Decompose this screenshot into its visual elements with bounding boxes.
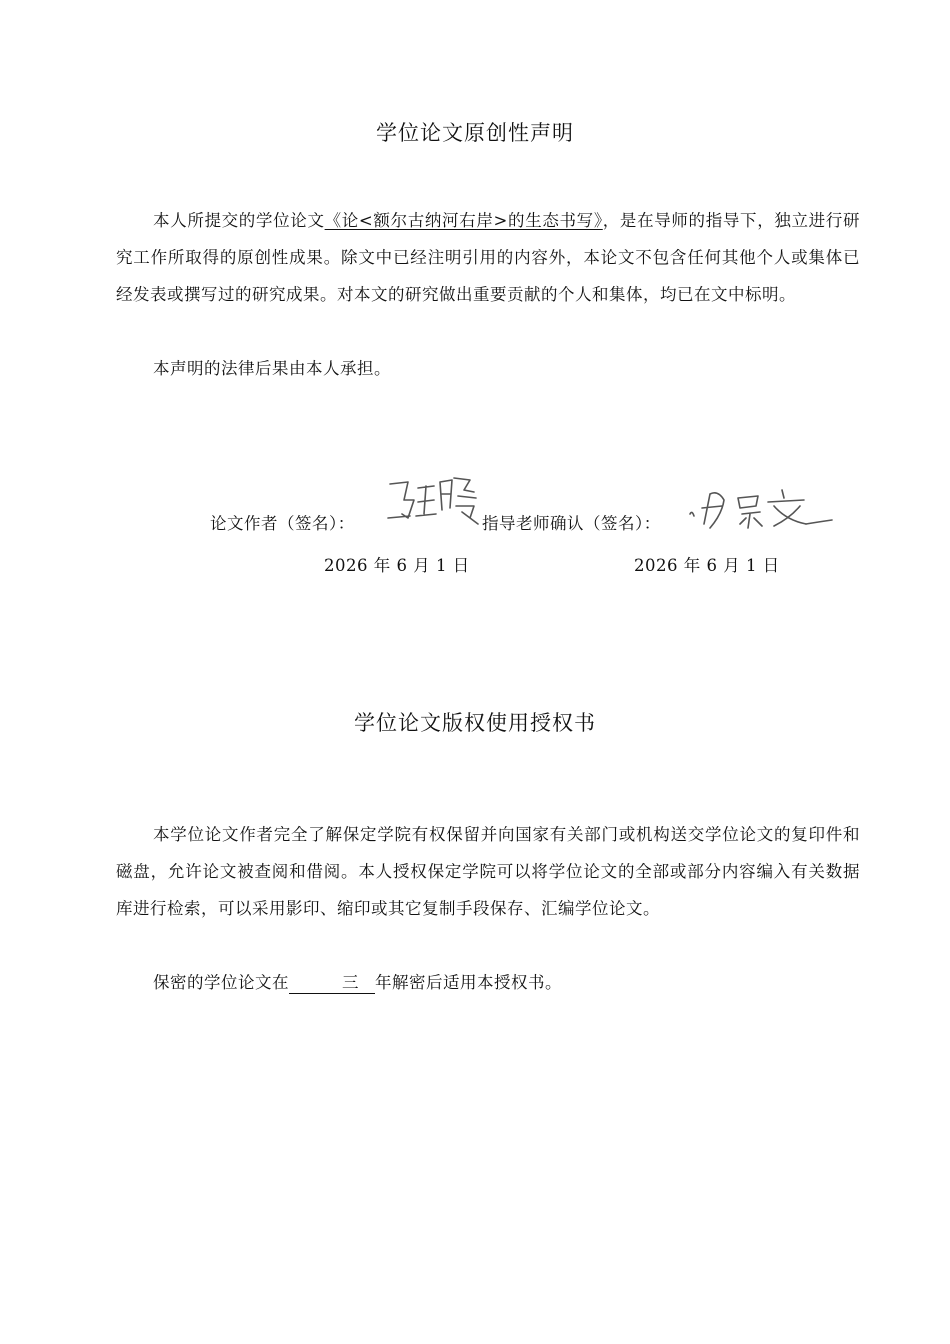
declaration-text-before: 本人所提交的学位论文 bbox=[153, 211, 325, 230]
author-date: 2026 年 6 月 1 日 bbox=[324, 556, 470, 575]
declaration-legal-note: 本声明的法律后果由本人承担。 bbox=[153, 359, 391, 378]
confidentiality-clause bbox=[116, 964, 860, 1001]
confidentiality-text-before: 保密的学位论文在 bbox=[153, 973, 289, 992]
confidentiality-text-after: 年解密后适用本授权书。 bbox=[375, 973, 562, 992]
declaration-text-after: ，是在导师的指导下，独立进行研究工作所取得的原创性成果。除文中已经注明引用的内容外，本论文不包含任何其他个人或集体已经发表或撰写过的研究成果。对本文的研究做出重要贡献的个人和集体，均已在文中标明。 bbox=[116, 211, 861, 304]
advisor-signature-label: 指导老师确认（签名）： bbox=[482, 514, 661, 533]
author-signature-label: 论文作者（签名）： bbox=[210, 514, 355, 533]
declaration-paragraph bbox=[116, 202, 860, 313]
advisor-date: 2026 年 6 月 1 日 bbox=[634, 556, 780, 575]
declaration-heading: 学位论文原创性声明 bbox=[376, 121, 574, 145]
advisor-handwritten-signature bbox=[686, 484, 836, 534]
authorization-heading: 学位论文版权使用授权书 bbox=[354, 711, 596, 735]
author-handwritten-signature bbox=[378, 470, 482, 534]
authorization-paragraph: 本学位论文作者完全了解保定学院有权保留并向国家有关部门或机构送交学位论文的复印件和磁盘，允许论文被查阅和借阅。本人授权保定学院可以将学位论文的全部或部分内容编入有关数据库进行检索，可以采用影印、缩印或其它复制手段保存、汇编学位论文。 bbox=[116, 825, 860, 918]
confidential-years-value: 三 bbox=[289, 973, 375, 994]
thesis-title: 《论<额尔古纳河右岸>的生态书写》 bbox=[324, 211, 603, 230]
